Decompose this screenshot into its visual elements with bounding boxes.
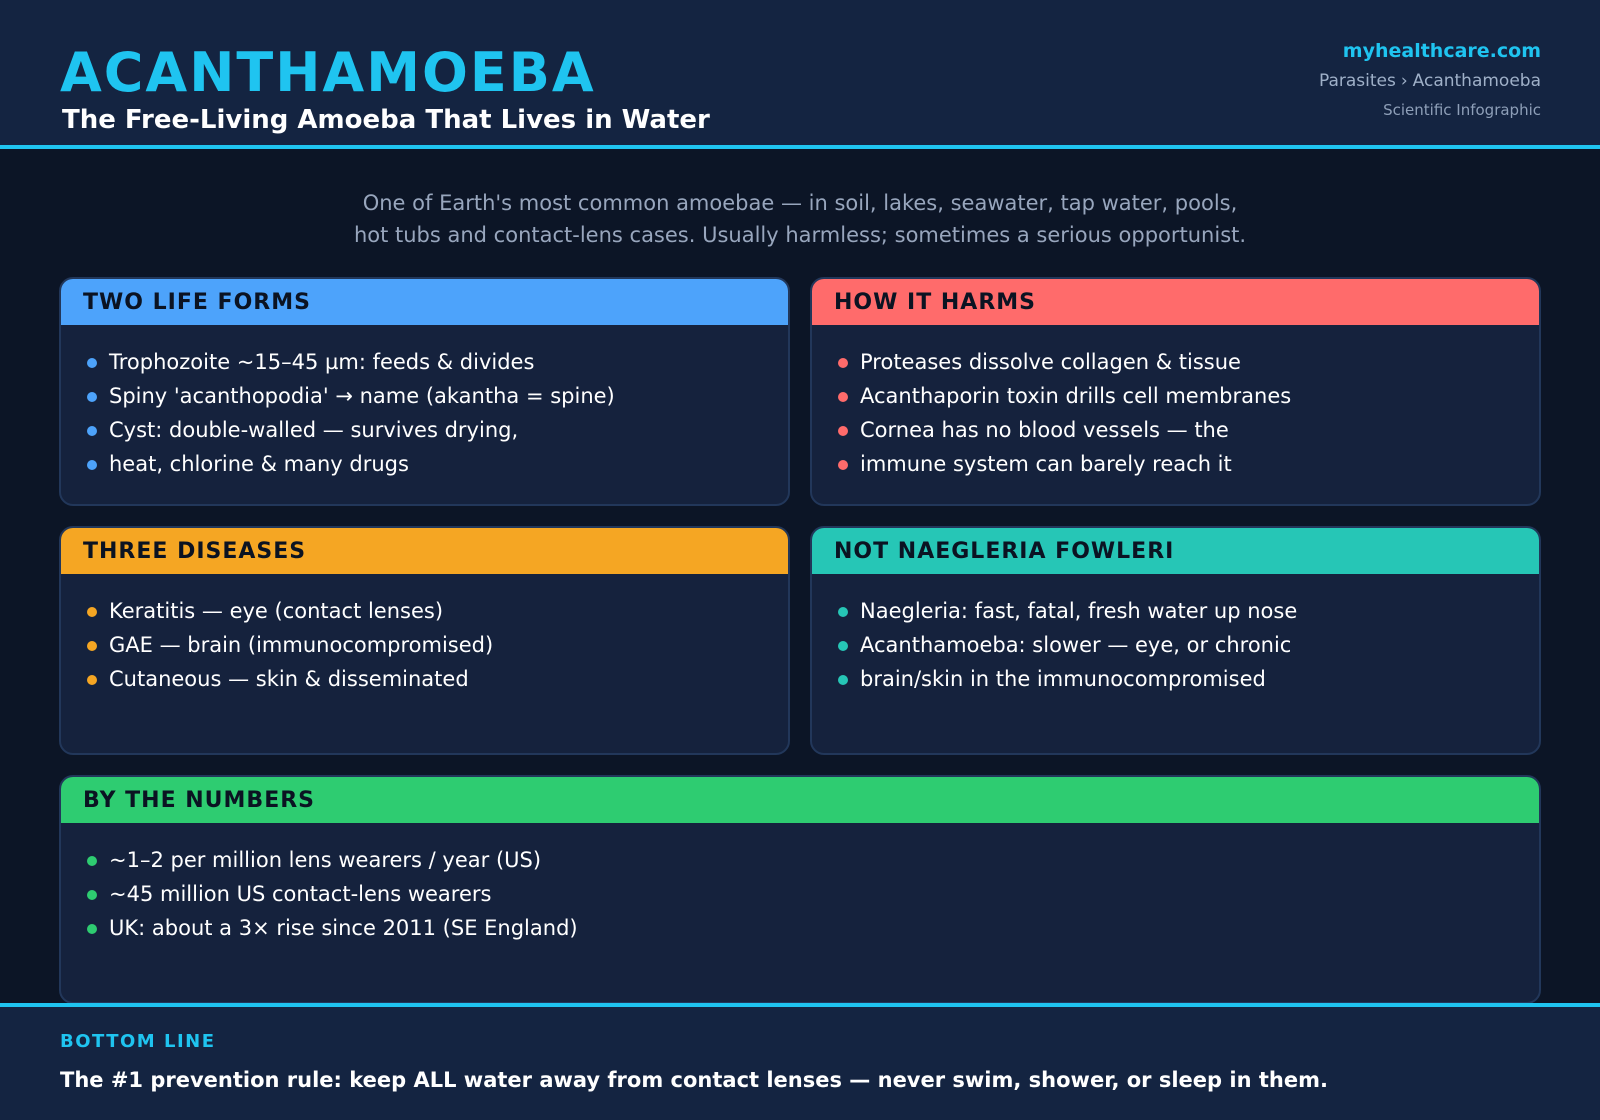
list-item xyxy=(836,447,1539,481)
list-item-text: ~1–2 per million lens wearers / year (US) xyxy=(109,848,542,872)
list-item xyxy=(85,345,788,379)
bullet-dot-icon xyxy=(838,426,848,436)
card-list xyxy=(61,823,1539,945)
card-title: HOW IT HARMS xyxy=(812,279,1539,325)
list-item xyxy=(836,379,1539,413)
list-item xyxy=(85,843,1539,877)
bullet-dot-icon xyxy=(87,675,97,685)
list-item-text: Proteases dissolve collagen & tissue xyxy=(860,350,1241,374)
card-three-diseases xyxy=(59,526,790,755)
breadcrumb-separator: › xyxy=(1400,71,1408,91)
card-title: THREE DISEASES xyxy=(61,528,788,574)
bullet-dot-icon xyxy=(838,607,848,617)
list-item-text: Cyst: double-walled — survives drying, xyxy=(109,418,519,442)
bullet-dot-icon xyxy=(87,607,97,617)
card-title: NOT NAEGLERIA FOWLERI xyxy=(812,528,1539,574)
card-list xyxy=(812,325,1539,481)
list-item-text: immune system can barely reach it xyxy=(860,452,1232,476)
breadcrumb xyxy=(1319,71,1541,91)
list-item-text: Acanthamoeba: slower — eye, or chronic xyxy=(860,633,1292,657)
card-two-life-forms xyxy=(59,277,790,506)
list-item-text: UK: about a 3× rise since 2011 (SE England) xyxy=(109,916,578,940)
list-item-text: Cornea has no blood vessels — the xyxy=(860,418,1229,442)
list-item xyxy=(836,628,1539,662)
list-item xyxy=(85,413,788,447)
bottom-line-label: BOTTOM LINE xyxy=(60,1031,216,1052)
list-item-text: Acanthaporin toxin drills cell membranes xyxy=(860,384,1292,408)
page-subtitle: The Free-Living Amoeba That Lives in Water xyxy=(62,105,710,135)
list-item xyxy=(85,628,788,662)
site-link[interactable]: myhealthcare.com xyxy=(1342,40,1541,62)
list-item xyxy=(85,877,1539,911)
bullet-dot-icon xyxy=(87,890,97,900)
list-item xyxy=(836,594,1539,628)
bullet-dot-icon xyxy=(87,392,97,402)
bullet-dot-icon xyxy=(87,426,97,436)
card-title: TWO LIFE FORMS xyxy=(61,279,788,325)
bullet-dot-icon xyxy=(838,641,848,651)
intro-text xyxy=(0,187,1600,251)
intro-line-2: hot tubs and contact-lens cases. Usually harmless; sometimes a serious opportunist. xyxy=(353,223,1247,247)
bullet-dot-icon xyxy=(87,856,97,866)
list-item xyxy=(85,662,788,696)
list-item xyxy=(85,447,788,481)
list-item xyxy=(85,911,1539,945)
infographic-kind-label: Scientific Infographic xyxy=(1383,101,1541,119)
card-list xyxy=(812,574,1539,696)
list-item xyxy=(85,379,788,413)
bullet-dot-icon xyxy=(838,460,848,470)
header xyxy=(0,0,1600,149)
bullet-dot-icon xyxy=(87,641,97,651)
bullet-dot-icon xyxy=(838,392,848,402)
bullet-dot-icon xyxy=(838,358,848,368)
bullet-dot-icon xyxy=(87,358,97,368)
list-item-text: GAE — brain (immunocompromised) xyxy=(109,633,494,657)
list-item-text: heat, chlorine & many drugs xyxy=(109,452,409,476)
card-by-the-numbers xyxy=(59,775,1541,1004)
bullet-dot-icon xyxy=(87,460,97,470)
card-title: BY THE NUMBERS xyxy=(61,777,1539,823)
card-list xyxy=(61,325,788,481)
list-item-text: Spiny 'acanthopodia' → name (akantha = spine) xyxy=(109,384,615,408)
intro-line-1: One of Earth's most common amoebae — in soil, lakes, seawater, tap water, pools, xyxy=(362,191,1238,215)
list-item xyxy=(836,345,1539,379)
list-item-text: Cutaneous — skin & disseminated xyxy=(109,667,469,691)
card-not-naegleria-fowleri xyxy=(810,526,1541,755)
list-item xyxy=(836,413,1539,447)
bottom-line-text: The #1 prevention rule: keep ALL water away from contact lenses — never swim, shower, or sleep in them. xyxy=(60,1068,1328,1092)
list-item-text: brain/skin in the immunocompromised xyxy=(860,667,1266,691)
list-item-text: Keratitis — eye (contact lenses) xyxy=(109,599,444,623)
list-item xyxy=(85,594,788,628)
bullet-dot-icon xyxy=(838,675,848,685)
list-item-text: Naegleria: fast, fatal, fresh water up nose xyxy=(860,599,1298,623)
bottom-line-footer xyxy=(0,1003,1600,1120)
list-item-text: Trophozoite ~15–45 µm: feeds & divides xyxy=(109,350,535,374)
breadcrumb-item-acanthamoeba: Acanthamoeba xyxy=(1412,71,1541,91)
breadcrumb-item-parasites[interactable]: Parasites xyxy=(1318,71,1396,91)
list-item-text: ~45 million US contact-lens wearers xyxy=(109,882,492,906)
card-how-it-harms xyxy=(810,277,1541,506)
page-title: ACANTHAMOEBA xyxy=(60,41,596,104)
bullet-dot-icon xyxy=(87,924,97,934)
card-list xyxy=(61,574,788,696)
list-item xyxy=(836,662,1539,696)
